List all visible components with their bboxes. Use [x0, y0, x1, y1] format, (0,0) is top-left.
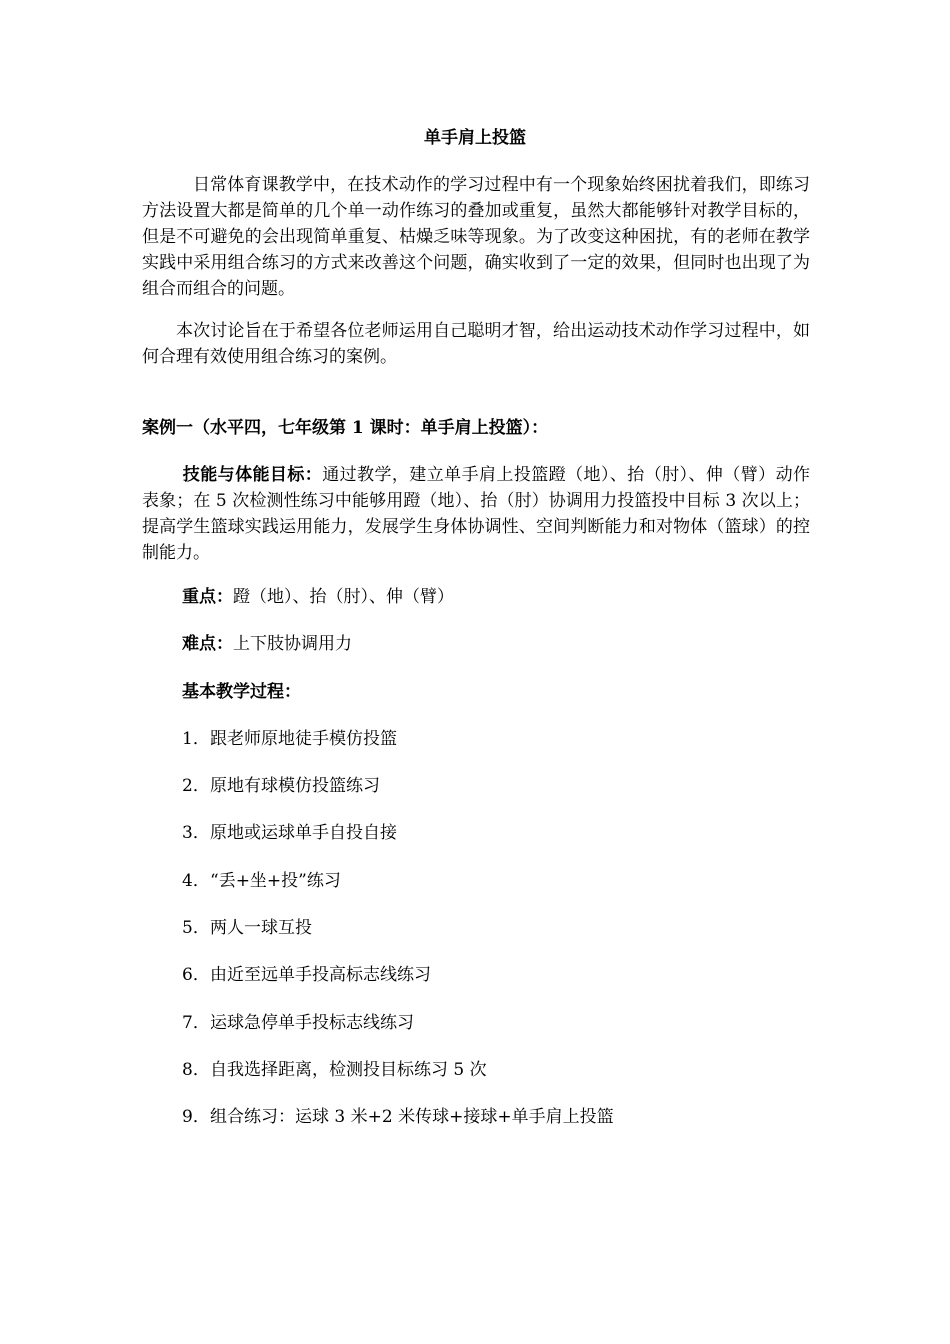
skill-goal-paragraph: [142, 462, 810, 566]
step-text: 两人一球互投: [210, 918, 312, 938]
step-number: 6．: [182, 965, 210, 985]
list-item: [182, 1104, 614, 1130]
process-label: 基本教学过程：: [182, 682, 301, 702]
step-text: “丢+坐+投”练习: [210, 871, 341, 891]
difficulty-label: 难点：: [182, 634, 233, 654]
step-text: 原地或运球单手自投自接: [210, 823, 397, 843]
step-number: 7．: [182, 1013, 210, 1033]
step-number: 1．: [182, 729, 210, 749]
case-heading: 案例一（水平四，七年级第 1 课时：单手肩上投篮）：: [142, 418, 549, 438]
skill-goal-label: 技能与体能目标：: [182, 465, 323, 485]
document-title: 单手肩上投篮: [424, 128, 526, 148]
step-text: 由近至远单手投高标志线练习: [210, 965, 431, 985]
process-heading: [182, 679, 810, 705]
list-item: [182, 915, 312, 941]
step-text: 原地有球模仿投篮练习: [210, 776, 380, 796]
step-text: 组合练习：运球 3 米+2 米传球+接球+单手肩上投篮: [210, 1107, 614, 1127]
key-point-line: [182, 584, 810, 610]
list-item: [182, 1010, 414, 1036]
step-text: 自我选择距离，检测投目标练习 5 次: [210, 1060, 487, 1080]
step-text: 跟老师原地徒手模仿投篮: [210, 729, 397, 749]
list-item: [182, 962, 431, 988]
intro-paragraph-2: 本次讨论旨在于希望各位老师运用自己聪明才智，给出运动技术动作学习过程中，如何合理有效使用组合练习的案例。: [142, 321, 810, 367]
key-point-label: 重点：: [182, 587, 233, 607]
list-item: [182, 820, 397, 846]
step-number: 3．: [182, 823, 210, 843]
step-number: 4．: [182, 871, 210, 891]
list-item: [182, 773, 380, 799]
difficulty-line: [182, 631, 810, 657]
key-point-text: 蹬（地）、抬（肘）、伸（臂）: [233, 587, 454, 607]
step-number: 2．: [182, 776, 210, 796]
difficulty-text: 上下肢协调用力: [233, 634, 352, 654]
step-text: 运球急停单手投标志线练习: [210, 1013, 414, 1033]
step-number: 5．: [182, 918, 210, 938]
step-number: 8．: [182, 1060, 210, 1080]
step-number: 9．: [182, 1107, 210, 1127]
intro-paragraph-1: 日常体育课教学中，在技术动作的学习过程中有一个现象始终困扰着我们，即练习方法设置大都是简单的几个单一动作练习的叠加或重复，虽然大都能够针对教学目标的，但是不可避免的会出现简单重复、枯燥乏味等现象。为了改变这种困扰，有的老师在教学实践中采用组合练习的方式来改善这个问题，确实收到了一定的效果，但同时也出现了为组合而组合的问题。: [142, 175, 810, 299]
skill-goal-text: 通过教学，建立单手肩上投篮蹬（地）、抬（肘）、伸（臂）动作表象；在 5 次检测性练习中能够用蹬（地）、抬（肘）协调用力投篮投中目标 3 次以上；提高学生篮球实践运用能力，发展学生身体协调性、空间判断能力和对物体（篮球）的控制能力。: [142, 465, 811, 563]
list-item: [182, 726, 397, 752]
list-item: [182, 1057, 487, 1083]
list-item: [182, 868, 341, 894]
